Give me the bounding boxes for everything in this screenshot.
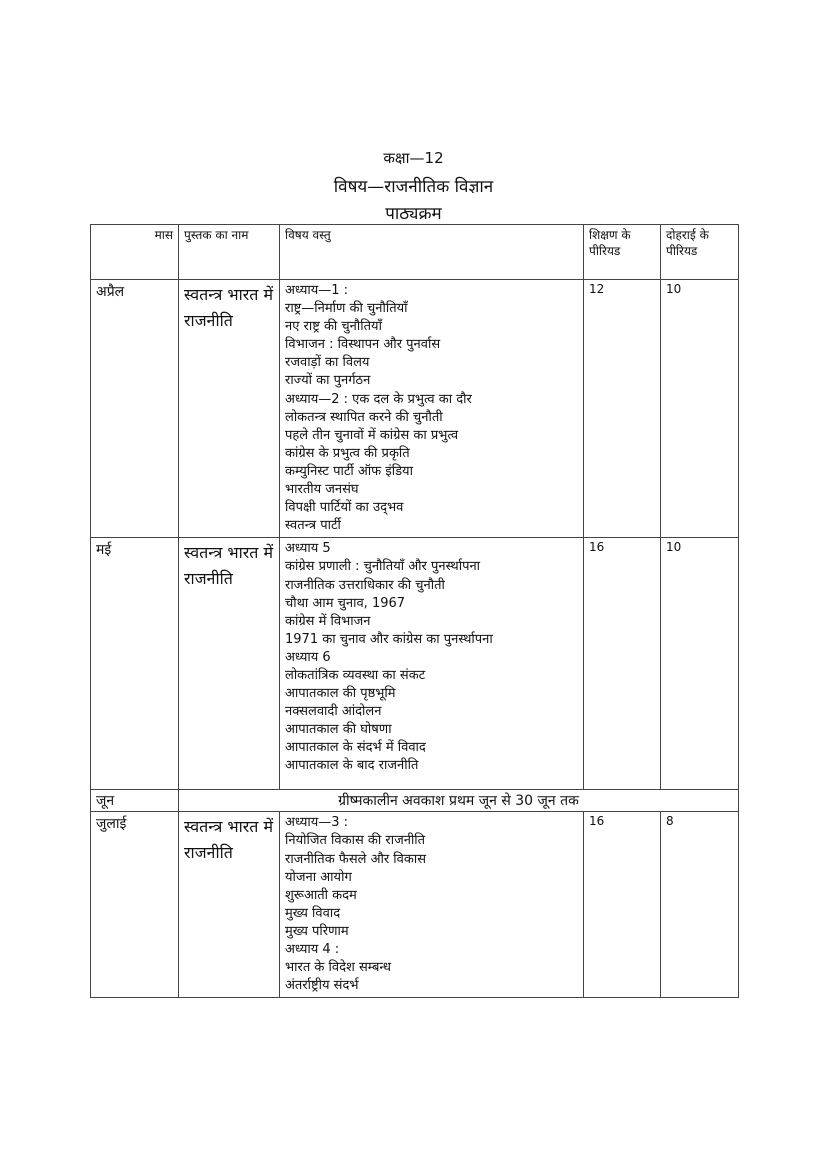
topic-line: अध्याय 4 : bbox=[285, 941, 340, 957]
vacation-note: ग्रीष्मकालीन अवकाश प्रथम जून से 30 जून तक bbox=[179, 790, 739, 812]
topic-line: मुख्य विवाद bbox=[285, 905, 341, 921]
col-header-revision-periods: दोहराई के पीरियड bbox=[661, 225, 739, 280]
book-cell: स्वतन्त्र भारत में राजनीति bbox=[179, 812, 280, 998]
topic-line: नियोजित विकास की राजनीति bbox=[285, 833, 426, 849]
syllabus-heading: पाठ्यक्रम bbox=[385, 204, 442, 224]
topic-line: राष्ट्र—निर्माण की चुनौतियाँ bbox=[285, 301, 408, 317]
book-cell: स्वतन्त्र भारत में राजनीति bbox=[179, 280, 280, 538]
table-row bbox=[91, 790, 739, 812]
teaching-periods-cell: 16 bbox=[584, 812, 661, 998]
table-row bbox=[91, 538, 739, 790]
table-row bbox=[91, 812, 739, 998]
col-header-teaching-periods: शिक्षण के पीरियड bbox=[584, 225, 661, 280]
topic-line: लोकतन्त्र स्थापित करने की चुनौती bbox=[285, 409, 443, 425]
month-cell: जून bbox=[91, 790, 179, 812]
topic-line: अध्याय—1 : bbox=[285, 283, 349, 298]
table-row bbox=[91, 280, 739, 538]
topic-line: नक्सलवादी आंदोलन bbox=[285, 704, 382, 720]
topic-line: कांग्रेस प्रणाली : चुनौतियाँ और पुनर्स्थापना bbox=[285, 559, 481, 575]
syllabus-table bbox=[90, 224, 739, 998]
topic-line: कांग्रेस के प्रभुत्व की प्रकृति bbox=[285, 445, 410, 461]
topic-line: चौथा आम चुनाव, 1967 bbox=[285, 595, 406, 611]
teaching-periods-cell: 16 bbox=[584, 538, 661, 790]
col-header-book: पुस्तक का नाम bbox=[179, 225, 280, 280]
topic-line: राजनीतिक उत्तराधिकार की चुनौती bbox=[285, 577, 445, 593]
topic-line: आपातकाल की पृष्ठभूमि bbox=[285, 686, 396, 702]
subject-heading: विषय—राजनीतिक विज्ञान bbox=[333, 177, 494, 197]
topic-line: आपातकाल के संदर्भ में विवाद bbox=[285, 740, 426, 756]
topic-line: पहले तीन चुनावों में कांग्रेस का प्रभुत्व bbox=[285, 427, 459, 443]
class-heading: कक्षा—12 bbox=[383, 149, 444, 167]
topic-line: भारत के विदेश सम्बन्ध bbox=[285, 960, 391, 976]
revision-periods-cell: 8 bbox=[661, 812, 739, 998]
teaching-periods-cell: 12 bbox=[584, 280, 661, 538]
topic-line: विपक्षी पार्टियों का उद्‌भव bbox=[285, 500, 404, 516]
revision-periods-cell: 10 bbox=[661, 538, 739, 790]
topic-line: अध्याय—3 : bbox=[285, 815, 349, 831]
topic-line: योजना आयोग bbox=[285, 869, 352, 885]
topics-cell bbox=[280, 280, 584, 538]
topic-line: आपातकाल के बाद राजनीति bbox=[285, 758, 419, 774]
topic-line: विभाजन : विस्थापन और पुनर्वास bbox=[285, 337, 441, 353]
topic-line: स्वतन्त्र पार्टी bbox=[285, 518, 341, 534]
topic-line: आपातकाल की घोषणा bbox=[285, 722, 392, 738]
topic-line: शुरूआती कदम bbox=[285, 887, 357, 903]
topic-line: नए राष्ट्र की चुनौतियाँ bbox=[285, 319, 382, 335]
topic-line: मुख्य परिणाम bbox=[285, 923, 349, 939]
topic-line: अध्याय 5 bbox=[285, 541, 331, 557]
topic-line: भारतीय जनसंघ bbox=[285, 482, 359, 498]
table-header-row bbox=[91, 225, 739, 280]
topic-line: अंतर्राष्ट्रीय संदर्भ bbox=[285, 978, 359, 994]
col-header-content: विषय वस्तु bbox=[280, 225, 584, 280]
topic-line: 1971 का चुनाव और कांग्रेस का पुनर्स्थापना bbox=[285, 631, 493, 647]
book-cell: स्वतन्त्र भारत में राजनीति bbox=[179, 538, 280, 790]
topic-line: कम्युनिस्ट पार्टी ऑफ इंडिया bbox=[285, 463, 413, 479]
month-cell: अप्रैल bbox=[91, 280, 179, 538]
topics-cell bbox=[280, 538, 584, 790]
topic-line: लोकतांत्रिक व्यवस्था का संकट bbox=[285, 667, 426, 683]
topics-cell bbox=[280, 812, 584, 998]
month-cell: जुलाई bbox=[91, 812, 179, 998]
topic-line: रजवाड़ों का विलय bbox=[285, 355, 370, 371]
topic-line: अध्याय—2 : एक दल के प्रभुत्व का दौर bbox=[285, 391, 472, 407]
month-cell: मई bbox=[91, 538, 179, 790]
revision-periods-cell: 10 bbox=[661, 280, 739, 538]
topic-line: राज्यों का पुनर्गठन bbox=[285, 373, 371, 389]
col-header-month: मास bbox=[91, 225, 179, 280]
topic-line: अध्याय 6 bbox=[285, 649, 331, 665]
topic-line: कांग्रेस में विभाजन bbox=[285, 613, 371, 629]
topic-line: राजनीतिक फैसले और विकास bbox=[285, 851, 427, 867]
